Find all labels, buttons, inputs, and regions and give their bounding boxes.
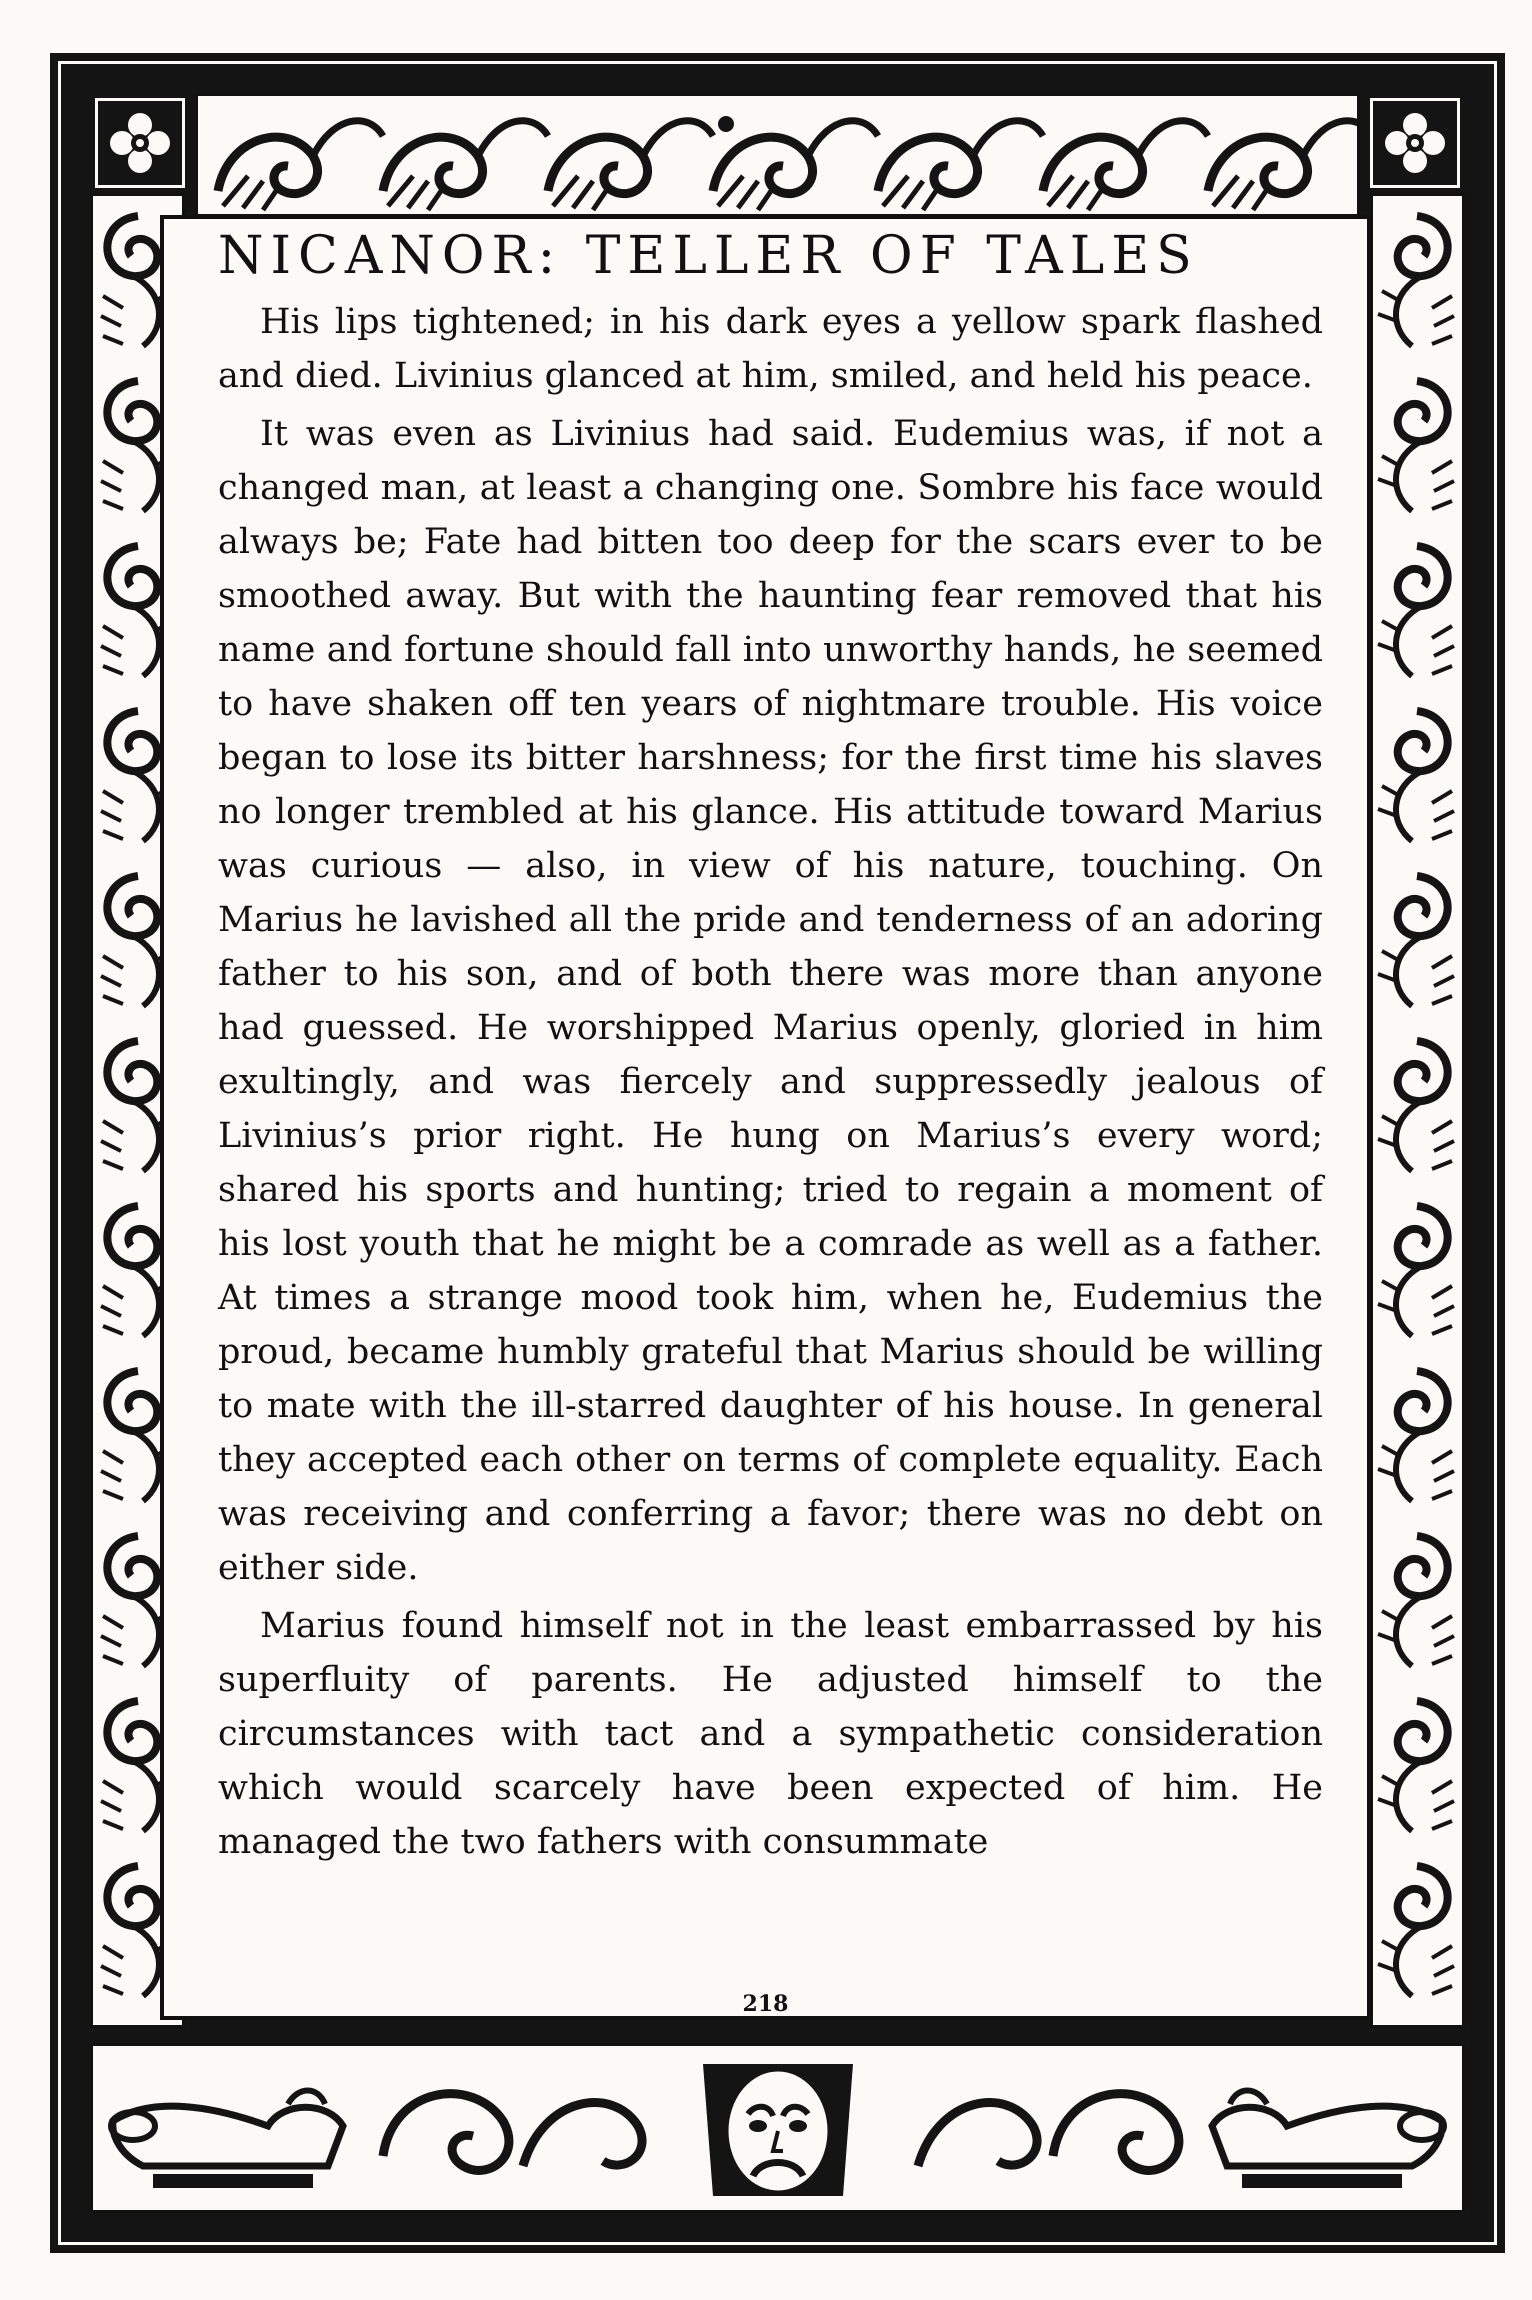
page-number: 218 <box>742 1991 789 2017</box>
right-scroll-ornament <box>1370 193 1465 2028</box>
top-scroll-ornament <box>195 93 1360 228</box>
page-title: NICANOR: TELLER OF TALES <box>218 226 1199 286</box>
text-panel <box>160 215 1371 2020</box>
oil-lamp-icon <box>111 2091 343 2189</box>
theatre-mask-icon <box>703 2064 853 2196</box>
corner-rosette-icon <box>95 98 185 188</box>
paragraph: His lips tightened; in his dark eyes a yellow spark flashed and died. Livinius glanced at him, smiled, and held his peace. <box>218 302 1323 396</box>
corner-rosette-icon <box>1370 98 1460 188</box>
oil-lamp-icon <box>1212 2091 1444 2189</box>
paragraph: Marius found himself not in the least embarrassed by his superfluity of parents. He adjusted himself to the circumstances with tact and a sympathetic consideration which would scarcely have been expected of him. He managed the two fathers with consummate <box>218 1606 1323 1862</box>
body-text <box>218 295 1323 1873</box>
bottom-mask-ornament <box>90 2043 1465 2213</box>
paragraph: It was even as Livinius had said. Eudemius was, if not a changed man, at least a changing one. Sombre his face would always be; Fate had bitten too deep for the scars ever to be smoothed away. But with the haunting fear removed that his name and fortune should fall into unworthy hands, he seemed to have shaken off ten years of nightmare trouble. His voice began to lose its bitter harshness; for the first time his slaves no longer trembled at his glance. His attitude toward Marius was curious — also, in view of his nature, touching. On Marius he lavished all the pride and tenderness of an adoring father to his son, and of both there was more than anyone had guessed. He worshipped Marius openly, gloried in him exultingly, and was fiercely and suppressedly jealous of Livinius’s prior right. He hung on Marius’s every word; shared his sports and hunting; tried to regain a moment of his lost youth that he might be a comrade as well as a father. At times a strange mood took him, when he, Eudemius the proud, became humbly grateful that Marius should be willing to mate with the ill-starred daughter of his house. In general they accepted each other on terms of complete equality. Each was receiving and conferring a favor; there was no debt on either side. <box>218 414 1323 1588</box>
